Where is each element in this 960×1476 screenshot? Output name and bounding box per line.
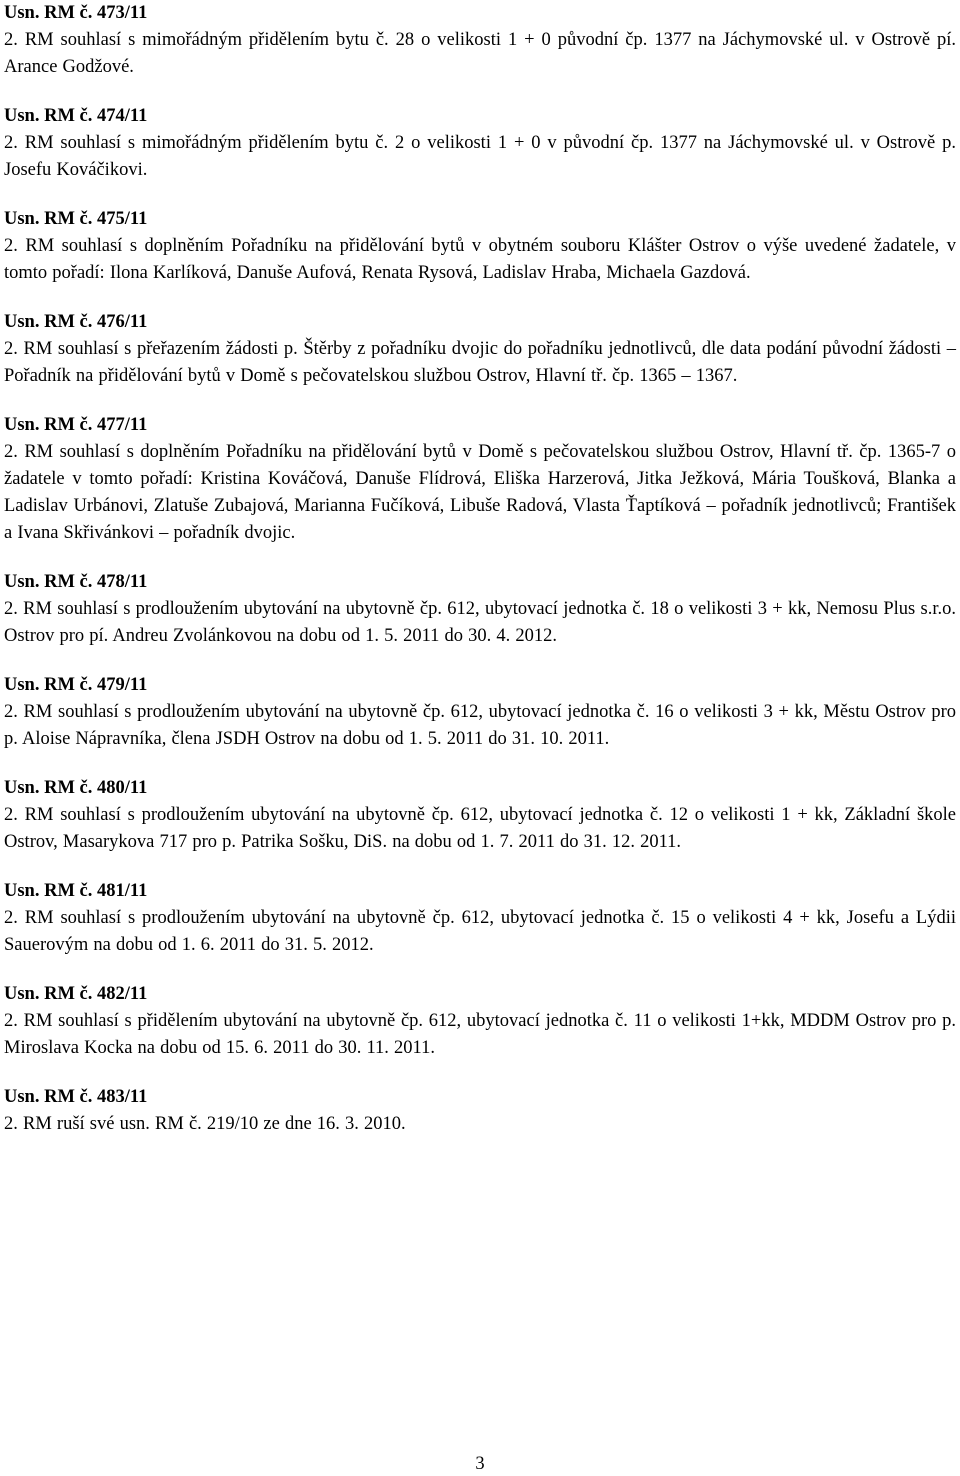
resolution-text: 2. RM souhlasí s doplněním Pořadníku na přidělování bytů v Domě s pečovatelskou službou Ostrov, Hlavní tř. čp. 1365-7 o žadatele v tomto pořadí: Kristina Kováčová, Danuše Flídrová, Eliška Harzerová, Jitka Ježková, Mária Toušková, Blanka a Ladislav Urbánovi, Zlatuše Zubajová, Marianna Fučíková, Libuše Radová, Vlasta Ťaptíková – pořadník jednotlivců; František a Ivana Skřivánkovi – pořadník dvojic. — [4, 442, 956, 543]
page-number: 3 — [475, 1454, 485, 1474]
resolution-text: 2. RM souhlasí s mimořádným přidělením bytu č. 2 o velikosti 1 + 0 v původní čp. 1377 na Jáchymovské ul. v Ostrově p. Josefu Kováčikovi. — [4, 133, 956, 180]
resolution-475 — [4, 206, 956, 287]
resolution-474 — [4, 103, 956, 184]
resolution-text: 2. RM ruší své usn. RM č. 219/10 ze dne 16. 3. 2010. — [4, 1114, 406, 1134]
resolution-heading: Usn. RM č. 477/11 — [4, 415, 148, 435]
resolution-477 — [4, 412, 956, 547]
resolution-text: 2. RM souhlasí s přidělením ubytování na ubytovně čp. 612, ubytovací jednotka č. 11 o velikosti 1+kk, MDDM Ostrov pro p. Miroslava Kocka na dobu od 15. 6. 2011 do 30. 11. 2011. — [4, 1011, 956, 1058]
resolution-heading: Usn. RM č. 479/11 — [4, 675, 148, 695]
resolution-heading: Usn. RM č. 482/11 — [4, 984, 148, 1004]
resolution-476 — [4, 309, 956, 390]
resolution-heading: Usn. RM č. 480/11 — [4, 778, 148, 798]
resolution-480 — [4, 775, 956, 856]
resolution-text: 2. RM souhlasí s prodloužením ubytování na ubytovně čp. 612, ubytovací jednotka č. 18 o velikosti 3 + kk, Nemosu Plus s.r.o. Ostrov pro pí. Andreu Zvolánkovou na dobu od 1. 5. 2011 do 30. 4. 2012. — [4, 599, 956, 646]
resolution-heading: Usn. RM č. 483/11 — [4, 1087, 148, 1107]
resolution-473 — [4, 0, 956, 81]
resolution-heading: Usn. RM č. 481/11 — [4, 881, 148, 901]
document-body — [4, 0, 956, 1160]
resolution-481 — [4, 878, 956, 959]
resolution-heading: Usn. RM č. 478/11 — [4, 572, 148, 592]
resolution-heading: Usn. RM č. 476/11 — [4, 312, 148, 332]
resolution-text: 2. RM souhlasí s prodloužením ubytování na ubytovně čp. 612, ubytovací jednotka č. 16 o velikosti 3 + kk, Městu Ostrov pro p. Aloise Nápravníka, člena JSDH Ostrov na dobu od 1. 5. 2011 do 31. 10. 2011. — [4, 702, 956, 749]
resolution-479 — [4, 672, 956, 753]
resolution-text: 2. RM souhlasí s mimořádným přidělením bytu č. 28 o velikosti 1 + 0 původní čp. 1377 na Jáchymovské ul. v Ostrově pí. Arance Godžové. — [4, 30, 956, 77]
resolution-heading: Usn. RM č. 474/11 — [4, 106, 148, 126]
resolution-483 — [4, 1084, 956, 1138]
resolution-text: 2. RM souhlasí s prodloužením ubytování na ubytovně čp. 612, ubytovací jednotka č. 15 o velikosti 4 + kk, Josefu a Lýdii Sauerovým na dobu od 1. 6. 2011 do 31. 5. 2012. — [4, 908, 956, 955]
resolution-heading: Usn. RM č. 473/11 — [4, 3, 148, 23]
resolution-482 — [4, 981, 956, 1062]
resolution-text: 2. RM souhlasí s přeřazením žádosti p. Štěrby z pořadníku dvojic do pořadníku jednotlivců, dle data podání původní žádosti – Pořadník na přidělování bytů v Domě s pečovatelskou službou Ostrov, Hlavní tř. čp. 1365 – 1367. — [4, 339, 956, 386]
resolution-478 — [4, 569, 956, 650]
resolution-text: 2. RM souhlasí s doplněním Pořadníku na přidělování bytů v obytném souboru Klášter Ostrov o výše uvedené žadatele, v tomto pořadí: Ilona Karlíková, Danuše Aufová, Renata Rysová, Ladislav Hraba, Michaela Gazdová. — [4, 236, 956, 283]
resolution-heading: Usn. RM č. 475/11 — [4, 209, 148, 229]
resolution-text: 2. RM souhlasí s prodloužením ubytování na ubytovně čp. 612, ubytovací jednotka č. 12 o velikosti 1 + kk, Základní škole Ostrov, Masarykova 717 pro p. Patrika Sošku, DiS. na dobu od 1. 7. 2011 do 31. 12. 2011. — [4, 805, 956, 852]
